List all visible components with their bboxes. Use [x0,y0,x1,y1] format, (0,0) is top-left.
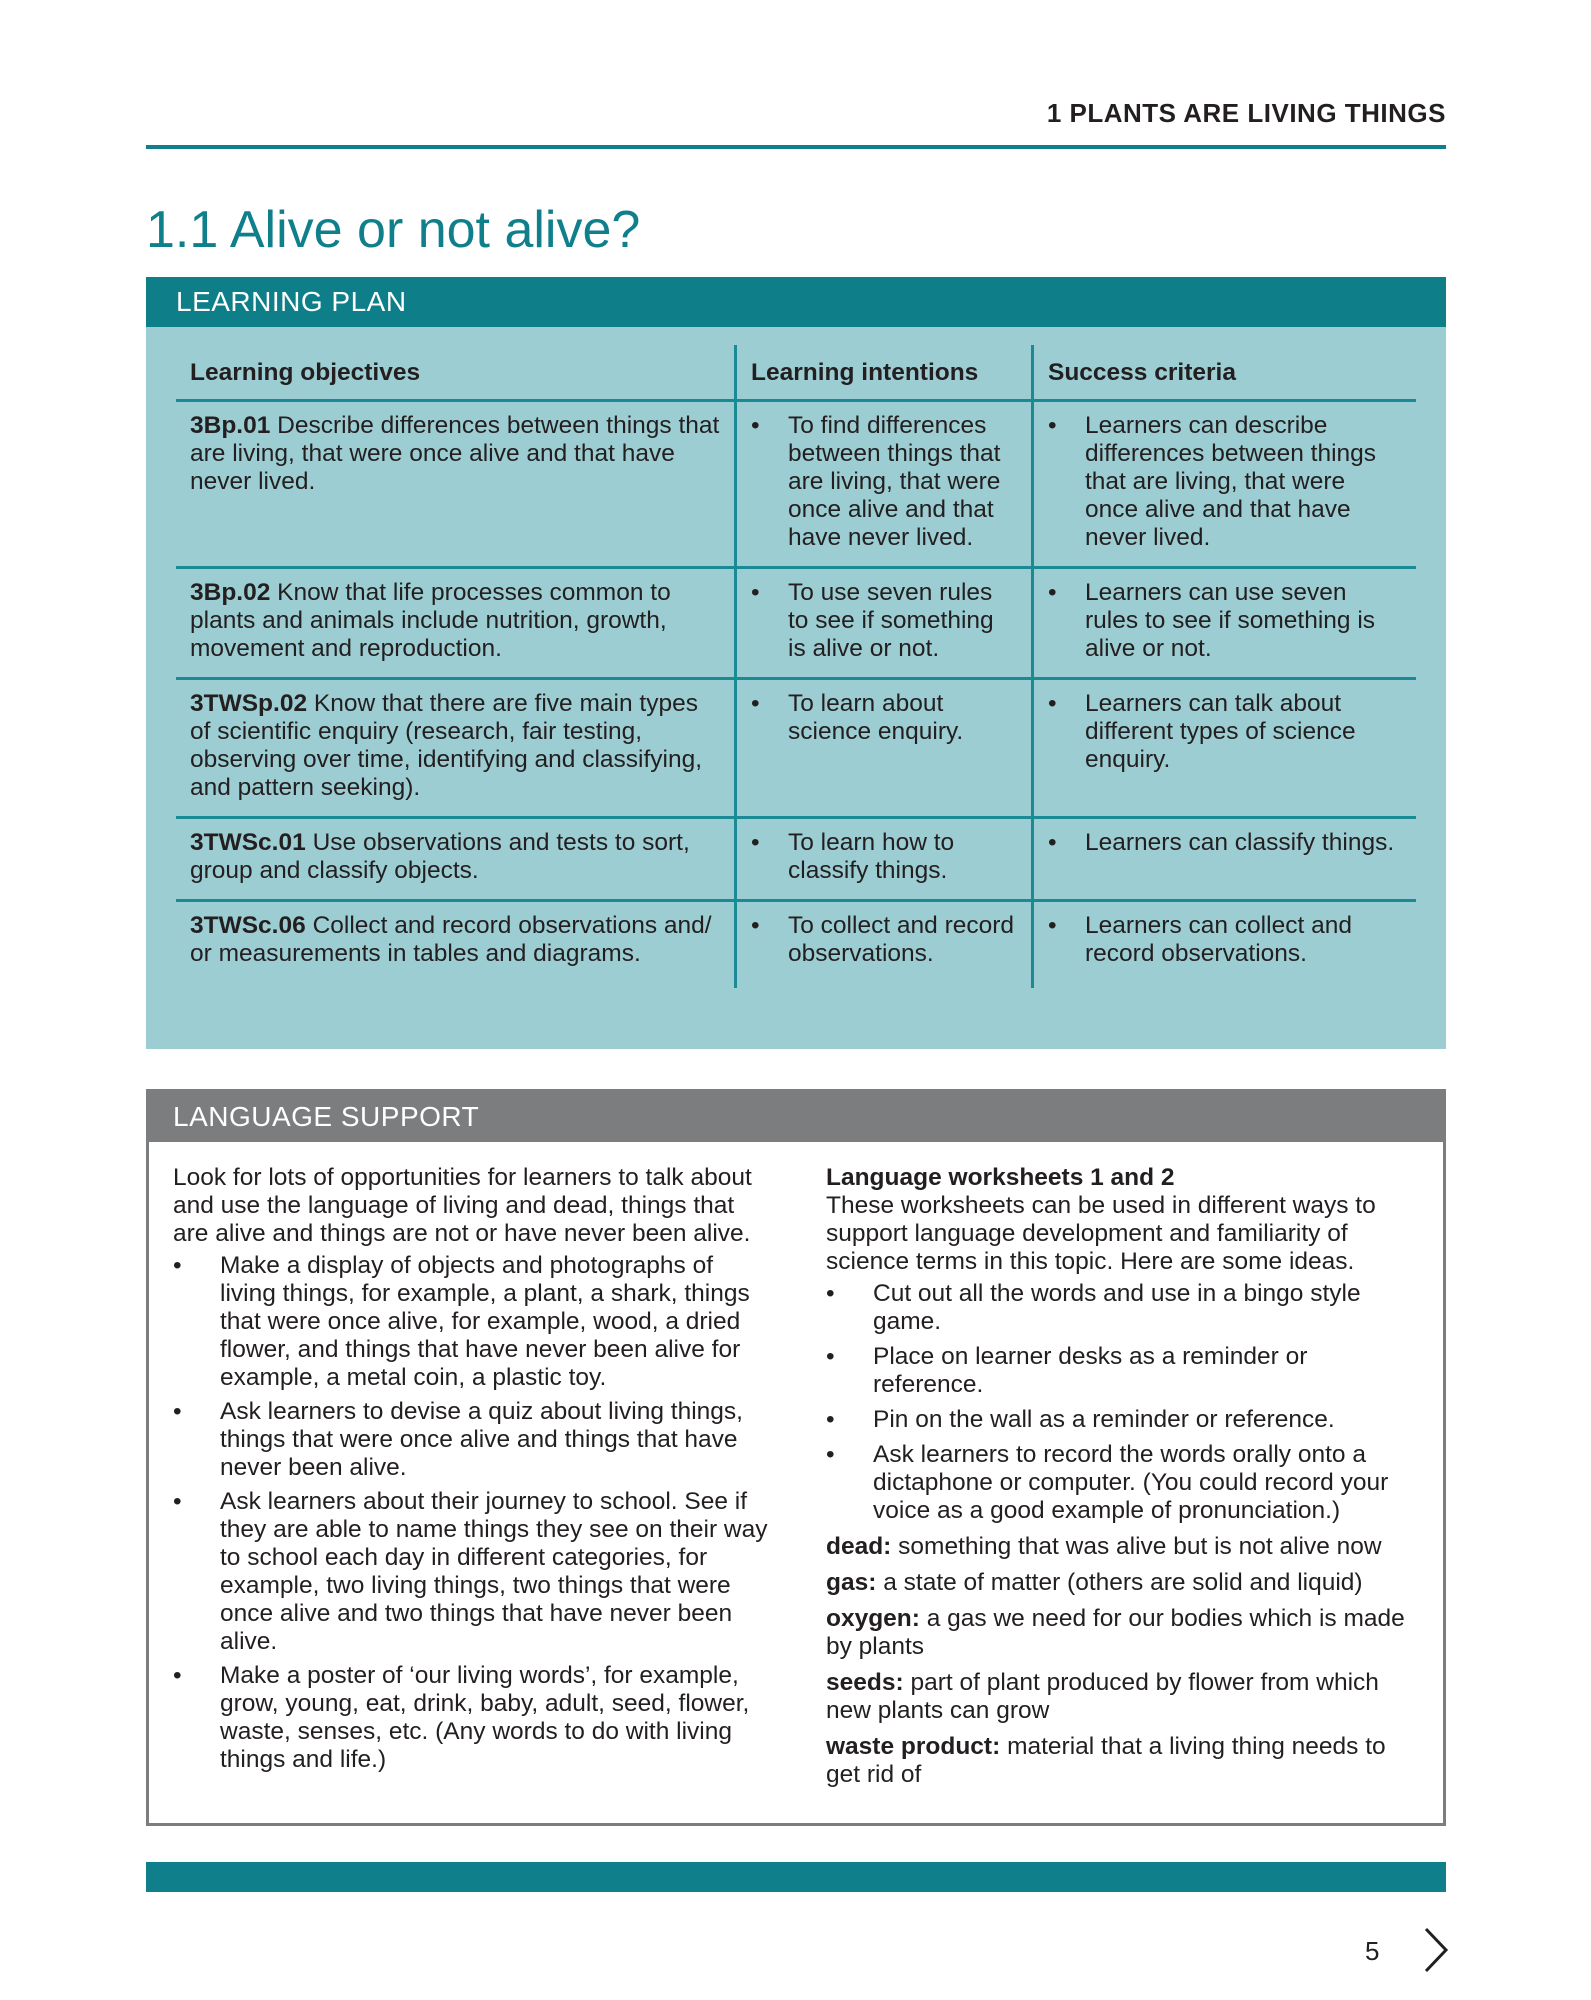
list-item-text: Ask learners to devise a quiz about living things, things that were once alive and things that have never been alive. [220,1398,743,1481]
table-row [176,401,1416,568]
bullet-icon: • [1048,412,1057,439]
objective-cell [176,568,736,679]
glossary-definition: part of plant produced by flower from which new plants can grow [826,1669,1379,1724]
list-item-text: Ask learners to record the words orally onto a dictaphone or computer. (You could record your voice as a good example of pronunciation.) [873,1441,1389,1524]
list-item [826,1406,1422,1434]
glossary-entry [826,1669,1422,1725]
list-item-text: Make a poster of ‘our living words’, for example, grow, young, eat, drink, baby, adult, seed, flower, waste, senses, etc. (Any words to do with living things and life.) [220,1662,750,1773]
objective-code: 3Bp.01 [190,412,271,439]
column-header-objectives: Learning objectives [176,345,736,401]
worksheets-heading: Language worksheets 1 and 2 [826,1164,1175,1191]
list-item-text: Ask learners about their journey to school. See if they are able to name things they see on their way to school each day in different categories, for example, two living things, two things that were once alive and two things that have never been alive. [220,1488,768,1655]
worksheets-intro: These worksheets can be used in different ways to support language development and familiarity of science terms in this topic. Here are some ideas. [826,1192,1376,1275]
bullet-icon: • [1048,579,1057,606]
objective-cell [176,679,736,818]
chevron-right-icon[interactable] [1420,1926,1450,1979]
objective-code: 3TWSc.06 [190,912,306,939]
bullet-icon: • [826,1280,835,1307]
worksheet-ideas-list [826,1280,1422,1525]
objective-cell [176,818,736,901]
objective-code: 3TWSp.02 [190,690,308,717]
objective-code: 3Bp.02 [190,579,271,606]
intention-cell [736,401,1033,568]
glossary-term: waste product: [826,1733,1001,1760]
column-header-intentions: Learning intentions [736,345,1033,401]
objective-text: Collect and record observations and/ or measurements in tables and diagrams. [190,912,712,967]
glossary-term: seeds: [826,1669,904,1696]
list-item [173,1398,773,1482]
list-item [173,1252,773,1392]
glossary-term: dead: [826,1533,892,1560]
intention-text: To collect and record observations. [788,912,1015,967]
list-item-text: Pin on the wall as a reminder or reference. [873,1406,1335,1433]
language-support-right-column [826,1164,1422,1797]
bullet-icon: • [826,1406,835,1433]
bullet-icon: • [751,579,760,606]
bullet-icon: • [173,1398,182,1425]
intention-cell [736,901,1033,989]
table-header-row [176,345,1416,401]
glossary-entry [826,1733,1422,1789]
table-row [176,901,1416,989]
criteria-cell [1033,901,1417,989]
intention-text: To use seven rules to see if something is alive or not. [788,579,994,662]
glossary-entry [826,1533,1422,1561]
language-support-intro: Look for lots of opportunities for learners to talk about and use the language of living and dead, things that are alive and things are not or have never been alive. [173,1164,752,1247]
bullet-icon: • [751,829,760,856]
glossary-term: gas: [826,1569,877,1596]
objective-cell [176,401,736,568]
bullet-icon: • [751,412,760,439]
intention-text: To learn about science enquiry. [788,690,964,745]
intention-text: To find differences between things that are living, that were once alive and that have never lived. [788,412,1001,551]
bullet-icon: • [751,690,760,717]
criteria-cell [1033,818,1417,901]
list-item [826,1280,1422,1336]
objective-text: Know that there are five main types of scientific enquiry (research, fair testing, observing over time, identifying and classifying, and pattern seeking). [190,690,703,801]
list-item-text: Cut out all the words and use in a bingo style game. [873,1280,1361,1335]
criteria-text: Learners can collect and record observations. [1085,912,1352,967]
list-item [173,1662,773,1774]
glossary-entry [826,1605,1422,1661]
glossary-definition: something that was alive but is not alive now [898,1533,1382,1560]
learning-plan-heading: LEARNING PLAN [146,277,1446,327]
criteria-cell [1033,568,1417,679]
column-header-criteria: Success criteria [1033,345,1417,401]
objective-text: Describe differences between things that are living, that were once alive and that have never lived. [190,412,720,495]
bullet-icon: • [173,1488,182,1515]
criteria-text: Learners can talk about different types of science enquiry. [1085,690,1356,773]
bullet-icon: • [826,1441,835,1468]
glossary-definition: a state of matter (others are solid and liquid) [883,1569,1363,1596]
list-item-text: Place on learner desks as a reminder or reference. [873,1343,1308,1398]
objective-code: 3TWSc.01 [190,829,306,856]
list-item [826,1343,1422,1399]
table-row [176,818,1416,901]
objective-text: Know that life processes common to plants and animals include nutrition, growth, movement and reproduction. [190,579,671,662]
glossary-entry [826,1569,1422,1597]
glossary-definition: a gas we need for our bodies which is made by plants [826,1605,1405,1660]
criteria-text: Learners can classify things. [1085,829,1395,856]
bullet-icon: • [826,1343,835,1370]
intention-cell [736,679,1033,818]
language-support-box [146,1089,1446,1826]
bullet-icon: • [1048,690,1057,717]
header-rule [146,145,1446,149]
glossary-term: oxygen: [826,1605,920,1632]
bullet-icon: • [173,1662,182,1689]
intention-cell [736,818,1033,901]
bullet-icon: • [173,1252,182,1279]
language-support-left-column [173,1164,773,1780]
activity-list [173,1252,773,1774]
running-header: 1 PLANTS ARE LIVING THINGS [1046,98,1446,128]
language-support-heading: LANGUAGE SUPPORT [149,1092,1443,1142]
section-title: 1.1 Alive or not alive? [146,201,641,259]
intention-text: To learn how to classify things. [788,829,955,884]
table-row [176,679,1416,818]
criteria-text: Learners can use seven rules to see if something is alive or not. [1085,579,1376,662]
bullet-icon: • [751,912,760,939]
learning-plan-table [176,345,1416,988]
criteria-cell [1033,679,1417,818]
list-item-text: Make a display of objects and photographs of living things, for example, a plant, a shark, things that were once alive, for example, wood, a dried flower, and things that have never been alive for example, a metal coin, a plastic toy. [220,1252,750,1391]
criteria-cell [1033,401,1417,568]
bullet-icon: • [1048,912,1057,939]
criteria-text: Learners can describe differences between things that are living, that were once alive and that have never lived. [1085,412,1377,551]
intention-cell [736,568,1033,679]
footer-bar [146,1862,1446,1892]
glossary-definition: material that a living thing needs to get rid of [826,1733,1386,1788]
page-number: 5 [1365,1936,1380,1966]
learning-plan-box [146,277,1446,1049]
list-item [173,1488,773,1656]
bullet-icon: • [1048,829,1057,856]
objective-text: Use observations and tests to sort, group and classify objects. [190,829,690,884]
list-item [826,1441,1422,1525]
objective-cell [176,901,736,989]
table-row [176,568,1416,679]
